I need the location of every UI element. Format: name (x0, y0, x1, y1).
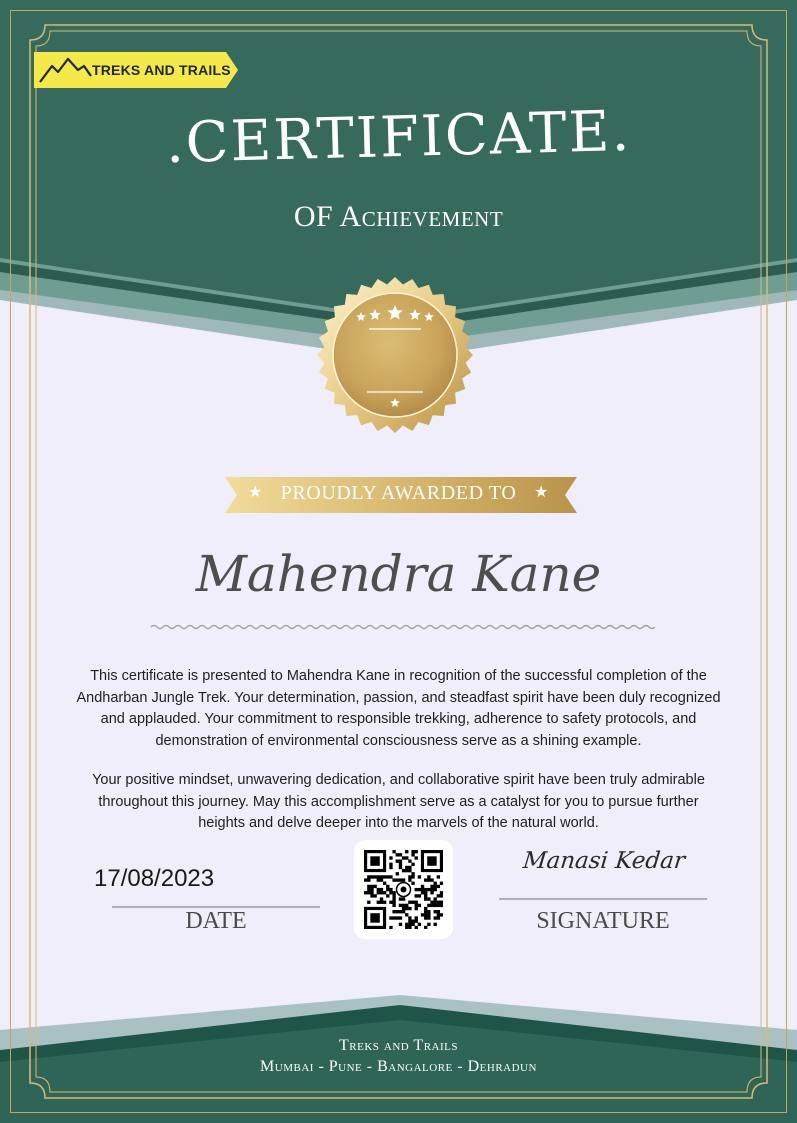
qr-code-card (354, 840, 453, 939)
paragraph-line: heights and delve deeper into the marvels of the natural world. (198, 815, 599, 832)
title-dot-icon: . (165, 110, 187, 177)
body-paragraph-1 (44, 666, 753, 752)
qr-code-icon (364, 850, 443, 929)
body-paragraph-2 (44, 770, 753, 835)
gold-seal-icon (316, 276, 474, 434)
footer-cities: Mumbai - Pune - Bangalore - Dehradun (260, 1058, 537, 1075)
award-ribbon-label: ★ PROUDLY AWARDED TO ★ (248, 482, 549, 504)
brand-logo (34, 52, 238, 88)
paragraph-line: demonstration of environmental consciousness serve as a shining example. (155, 732, 642, 749)
paragraph-line: throughout this journey. May this accomplishment serve as a catalyst for you to pursue further (98, 793, 699, 810)
paragraph-line: Your positive mindset, unwavering dedication, and collaborative spirit have been truly admirable (92, 772, 705, 788)
date-label: DATE (185, 908, 247, 934)
paragraph-line: and applauded. Your commitment to responsible trekking, adherence to safety protocols, and (100, 711, 697, 728)
star-icon: ★ (533, 484, 549, 501)
signature-label: SIGNATURE (536, 908, 670, 934)
certificate-subtitle: OF Achievement (293, 200, 504, 233)
title-dot-icon: . (610, 98, 632, 165)
paragraph-line: Andharban Jungle Trek. Your determination, passion, and steadfast spirit have been duly recognized (76, 689, 721, 706)
name-divider (151, 626, 655, 629)
mountain-icon (38, 56, 92, 84)
signature-value: Manasi Kedar (521, 848, 687, 874)
recipient-name: Mahendra Kane (195, 545, 602, 603)
star-icon: ★ (248, 484, 264, 501)
brand-name: TREKS AND TRAILS (92, 62, 231, 78)
date-value: 17/08/2023 (94, 865, 215, 892)
certificate-title: .CERTIFICATE. (165, 98, 632, 177)
footer-organization: Treks and Trails (339, 1037, 458, 1054)
paragraph-line: This certificate is presented to Mahendra Kane in recognition of the successful completion of the (90, 668, 707, 684)
